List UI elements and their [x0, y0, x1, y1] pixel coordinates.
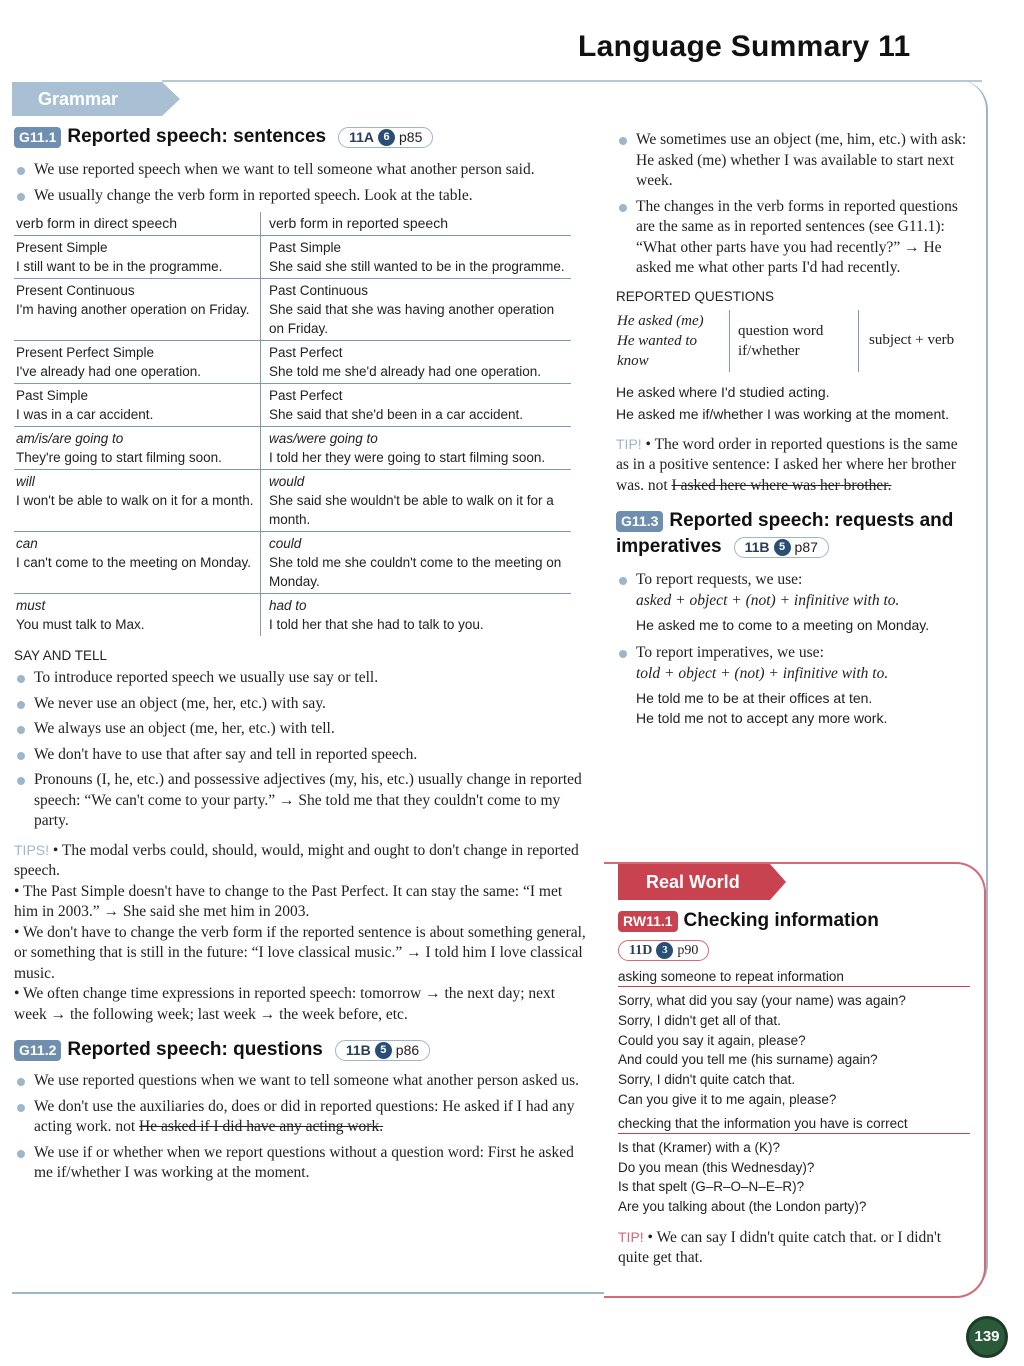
tip-4: • We often change time expressions in reported speech: tomorrow → the next day; next week → the following week; last week → the week before, etc. — [14, 985, 556, 1023]
g113-bullet-1: To report requests, we use: — [616, 570, 968, 591]
rw-ref-num: 3 — [656, 942, 673, 959]
table-row — [14, 594, 571, 637]
example: She said that she'd been in a car accident. — [269, 407, 523, 422]
realworld-tab: Real World — [618, 864, 770, 900]
g112-bullet-3: We use if or whether when we report questions without a question word: First he asked me if/whether I was working at the moment. — [14, 1143, 589, 1184]
g113-title-2: imperatives — [616, 536, 722, 557]
rq-heading: REPORTED QUESTIONS — [616, 288, 775, 304]
g113-ref — [734, 537, 829, 558]
tense-label: can — [16, 536, 38, 551]
g112-ref-page: p86 — [395, 1042, 420, 1058]
g113-formula-2: told + object + (not) + infinitive with to. — [636, 664, 889, 682]
example: I told her that she had to talk to you. — [269, 617, 484, 632]
table-row — [14, 427, 571, 470]
table-row — [14, 279, 571, 341]
rw-ref-wrap — [618, 940, 974, 961]
grammar-tab: Grammar — [12, 82, 162, 116]
example: You must talk to Max. — [16, 617, 145, 632]
g112-heading — [14, 1039, 589, 1061]
tense-label: Past Perfect — [269, 345, 343, 360]
table-header-right: verb form in reported speech — [269, 215, 448, 231]
rw-list-1 — [618, 991, 974, 1110]
rw-ref-unit: 11D — [629, 942, 653, 958]
tip-3: • We don't have to change the verb form if the reported sentence is about something general, or something that is still in the future: “I love classical music.” → I told him I love classical music. — [14, 923, 586, 982]
list-item: Sorry, I didn't get all of that. — [618, 1012, 781, 1028]
g111-ref-unit: 11A — [349, 129, 374, 145]
g113-formula-1: asked + object + (not) + infinitive with to. — [636, 591, 900, 609]
tense-label: was/were going to — [269, 431, 378, 446]
rw-tip-text: • We can say I didn't quite catch that. or I didn't quite get that. — [618, 1228, 942, 1267]
g113-title-1: Reported speech: requests and — [669, 510, 954, 531]
rq-col-3: subject + verb — [869, 332, 955, 348]
g111-bullet-1: We use reported speech when we want to tell someone what another person said. — [14, 160, 589, 181]
tense-label: will — [16, 474, 35, 489]
g112-bullet-2-struck: He asked if I did have any acting work. — [139, 1118, 384, 1135]
grammar-frame-top — [162, 80, 982, 82]
table-row — [14, 470, 571, 532]
g112-bullet-1: We use reported questions when we want to tell someone what another person asked us. — [14, 1071, 589, 1092]
rw-tip — [618, 1227, 948, 1269]
g113-ref-num: 5 — [774, 539, 791, 556]
g111-ref-num: 6 — [378, 129, 395, 146]
tip-1: • The modal verbs could, should, would, might and ought to don't change in reported speech. — [14, 841, 579, 879]
example: I was in a car accident. — [16, 407, 154, 422]
rq-tip — [616, 434, 968, 497]
rq-table — [616, 310, 955, 372]
rw-section — [618, 910, 974, 1269]
tense-label: Present Perfect Simple — [16, 345, 155, 360]
table-row — [14, 532, 571, 594]
rw-ref-page: p90 — [677, 942, 699, 958]
say-tell-bullet-5: Pronouns (I, he, etc.) and possessive adjectives (my, his, etc.) usually change in reported speech: “We can't come to your party.” → She told me that they couldn't come to my party. — [14, 770, 589, 832]
list-item: Is that spelt (G–R–O–N–E–R)? — [618, 1179, 805, 1195]
rw-subhead-2: checking that the information you have is correct — [618, 1116, 970, 1134]
rw-list-2 — [618, 1138, 974, 1217]
rq-bullet-2: The changes in the verb forms in reported questions are the same as in reported sentences (see G11.1): “What other parts have you had recently?” → He asked me what other parts I'd had recently. — [616, 197, 968, 279]
g112-ref-unit: 11B — [345, 1042, 371, 1058]
rw-badge: RW11.1 — [618, 911, 678, 932]
rq-c1a: He asked (me) — [617, 312, 704, 329]
rq-tip-label: TIP! — [616, 435, 642, 452]
g113-ref-unit: 11B — [744, 539, 770, 555]
g113-example-3: He told me not to accept any more work. — [636, 710, 888, 726]
g113-heading-2 — [616, 536, 968, 558]
rw-tip-label: TIP! — [618, 1228, 644, 1245]
list-item: Do you mean (this Wednesday)? — [618, 1159, 815, 1175]
page-number: 139 — [966, 1316, 1008, 1358]
g113-bullet-2: To report imperatives, we use: — [616, 643, 968, 664]
tense-label: Present Continuous — [16, 283, 135, 298]
say-tell-bullet-2: We never use an object (me, her, etc.) with say. — [14, 694, 589, 715]
rq-example-2: He asked me if/whether I was working at the moment. — [616, 405, 950, 422]
rq-tip-struck: I asked here where was her brother. — [671, 476, 892, 494]
example: I told her they were going to start filming soon. — [269, 450, 546, 465]
g111-heading — [14, 126, 589, 148]
tips-label: TIPS! — [14, 841, 50, 858]
g113-ref-page: p87 — [794, 539, 818, 555]
tense-label: must — [16, 598, 46, 613]
tip-2: • The Past Simple doesn't have to change to the Past Perfect. It can stay the same: “I met him in 2003.” → She said she met him in 2003. — [14, 882, 563, 920]
list-item: Can you give it to me again, please? — [618, 1091, 837, 1107]
page-title: Language Summary 11 — [578, 30, 911, 63]
g113-badge: G11.3 — [616, 511, 663, 532]
tense-label: had to — [269, 598, 307, 613]
list-item: Could you say it again, please? — [618, 1032, 806, 1048]
example: She told me she couldn't come to the meeting on Monday. — [269, 555, 562, 589]
example: She said that she was having another operation on Friday. — [269, 302, 555, 336]
example: I'm having another operation on Friday. — [16, 302, 250, 317]
rw-subhead-1: asking someone to repeat information — [618, 969, 970, 987]
tense-label: Past Simple — [269, 240, 342, 255]
tense-label: am/is/are going to — [16, 431, 124, 446]
say-tell-bullet-4: We don't have to use that after say and tell in reported speech. — [14, 745, 589, 766]
rq-c1b: He wanted to know — [617, 332, 697, 369]
g111-section — [14, 126, 589, 1184]
g112-bullet-2 — [14, 1097, 589, 1138]
g113-example-1: He asked me to come to a meeting on Monday. — [636, 617, 930, 633]
g112-title: Reported speech: questions — [67, 1039, 323, 1060]
tense-label: Present Simple — [16, 240, 108, 255]
rw-ref — [618, 940, 709, 961]
rq-example-1: He asked where I'd studied acting. — [616, 383, 830, 400]
right-column — [616, 130, 968, 728]
rq-bullet-1: We sometimes use an object (me, him, etc.) with ask: He asked (me) whether I was available to start next week. — [616, 130, 968, 192]
list-item: Sorry, I didn't quite catch that. — [618, 1072, 796, 1088]
say-tell-heading: SAY AND TELL — [14, 648, 108, 663]
example: She said she still wanted to be in the programme. — [269, 259, 565, 274]
example: I've already had one operation. — [16, 364, 201, 379]
tense-label: could — [269, 536, 302, 551]
table-row — [14, 341, 571, 384]
rw-title: Checking information — [683, 910, 879, 931]
g112-ref-num: 5 — [375, 1042, 392, 1059]
g111-ref-page: p85 — [399, 129, 423, 145]
say-tell-bullet-1: To introduce reported speech we usually use say or tell. — [14, 668, 589, 689]
list-item: And could you tell me (his surname) again? — [618, 1052, 878, 1068]
tips-block — [14, 840, 589, 1026]
rq-col-1 — [616, 310, 730, 372]
rw-heading — [618, 910, 974, 932]
list-item: Are you talking about (the London party)? — [618, 1199, 867, 1215]
example: They're going to start filming soon. — [16, 450, 222, 465]
list-item: Is that (Kramer) with a (K)? — [618, 1139, 781, 1155]
example: I won't be able to walk on it for a month. — [16, 493, 254, 508]
g113-heading — [616, 510, 968, 532]
say-tell-bullet-3: We always use an object (me, her, etc.) with tell. — [14, 719, 589, 740]
example: She said she wouldn't be able to walk on it for a month. — [269, 493, 554, 527]
g112-ref — [335, 1040, 430, 1061]
g111-badge: G11.1 — [14, 127, 61, 148]
tense-label: Past Simple — [16, 388, 89, 403]
rq-col-2: question word if/whether — [730, 310, 859, 372]
example: I can't come to the meeting on Monday. — [16, 555, 251, 570]
g112-bullet-2-text: We don't use the auxiliaries do, does or did in reported questions: He asked if I had any acting work. not — [34, 1097, 575, 1135]
g112-badge: G11.2 — [14, 1040, 61, 1061]
rq-tip-text: • The word order in reported questions is the same as in a positive sentence: I asked her where her brother was. not — [616, 435, 958, 494]
verb-form-table — [14, 212, 571, 636]
tense-label: Past Continuous — [269, 283, 369, 298]
g111-ref — [338, 127, 433, 148]
list-item: Sorry, what did you say (your name) was again? — [618, 993, 906, 1008]
table-row — [14, 236, 571, 279]
g113-example-2: He told me to be at their offices at ten. — [636, 690, 873, 706]
example: She told me she'd already had one operation. — [269, 364, 542, 379]
g111-title: Reported speech: sentences — [67, 126, 327, 147]
tense-label: would — [269, 474, 305, 489]
table-row — [14, 384, 571, 427]
tense-label: Past Perfect — [269, 388, 343, 403]
table-header-left: verb form in direct speech — [14, 212, 261, 236]
example: I still want to be in the programme. — [16, 259, 223, 274]
g111-bullet-2: We usually change the verb form in reported speech. Look at the table. — [14, 186, 589, 207]
